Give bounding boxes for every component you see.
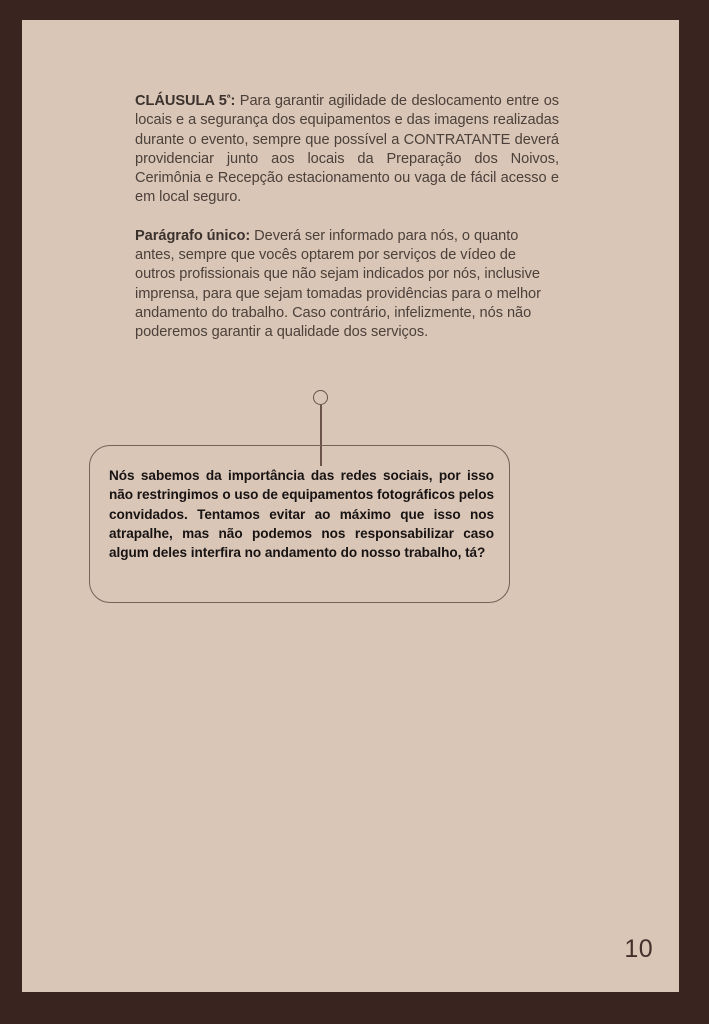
sole-paragraph-body-text: Deverá ser informado para nós, o quanto antes, sempre que vocês optarem por serviços de vídeo de outros profissionais que não sejam indicados por nós, inclusive imprensa, para que sejam tomadas providências para o melhor andamento do trabalho. Caso contrário, infelizmente, nós não poderemos garantir a qualidade dos serviços.: [135, 227, 541, 341]
clause-lead-colon: :: [230, 93, 236, 109]
page-number: 10: [624, 935, 653, 963]
page-sheet: [22, 20, 679, 992]
clause-lead-label: CLÁUSULA 5: [135, 93, 227, 109]
sole-paragraph-lead-label: Parágrafo único:: [135, 227, 251, 244]
callout-text: Nós sabemos da importância das redes sociais, por isso não restringimos o uso de equipamentos fotográficos pelos convidados. Tentamos evitar ao máximo que isso nos atrapalhe, mas não podemos nos responsabilizar caso algum deles interfira no andamento do nosso trabalho, tá?: [109, 468, 494, 561]
clause-body-text: Para garantir agilidade de deslocamento entre os locais e a segurança dos equipamentos e das imagens realizadas durante o evento, sempre que possível a CONTRATANTE deverá providenciar junto aos locais da Preparação dos Noivos, Cerimônia e Recepção estacionamento ou vaga de fácil acesso e em local seguro.: [135, 93, 560, 206]
body-text-column: [135, 92, 559, 343]
connector-circle-icon: [313, 390, 328, 405]
callout-box: [89, 445, 510, 603]
sole-paragraph: [135, 227, 559, 343]
clause-lead-ordinal: ª: [226, 92, 231, 104]
clause-paragraph: [135, 92, 559, 208]
